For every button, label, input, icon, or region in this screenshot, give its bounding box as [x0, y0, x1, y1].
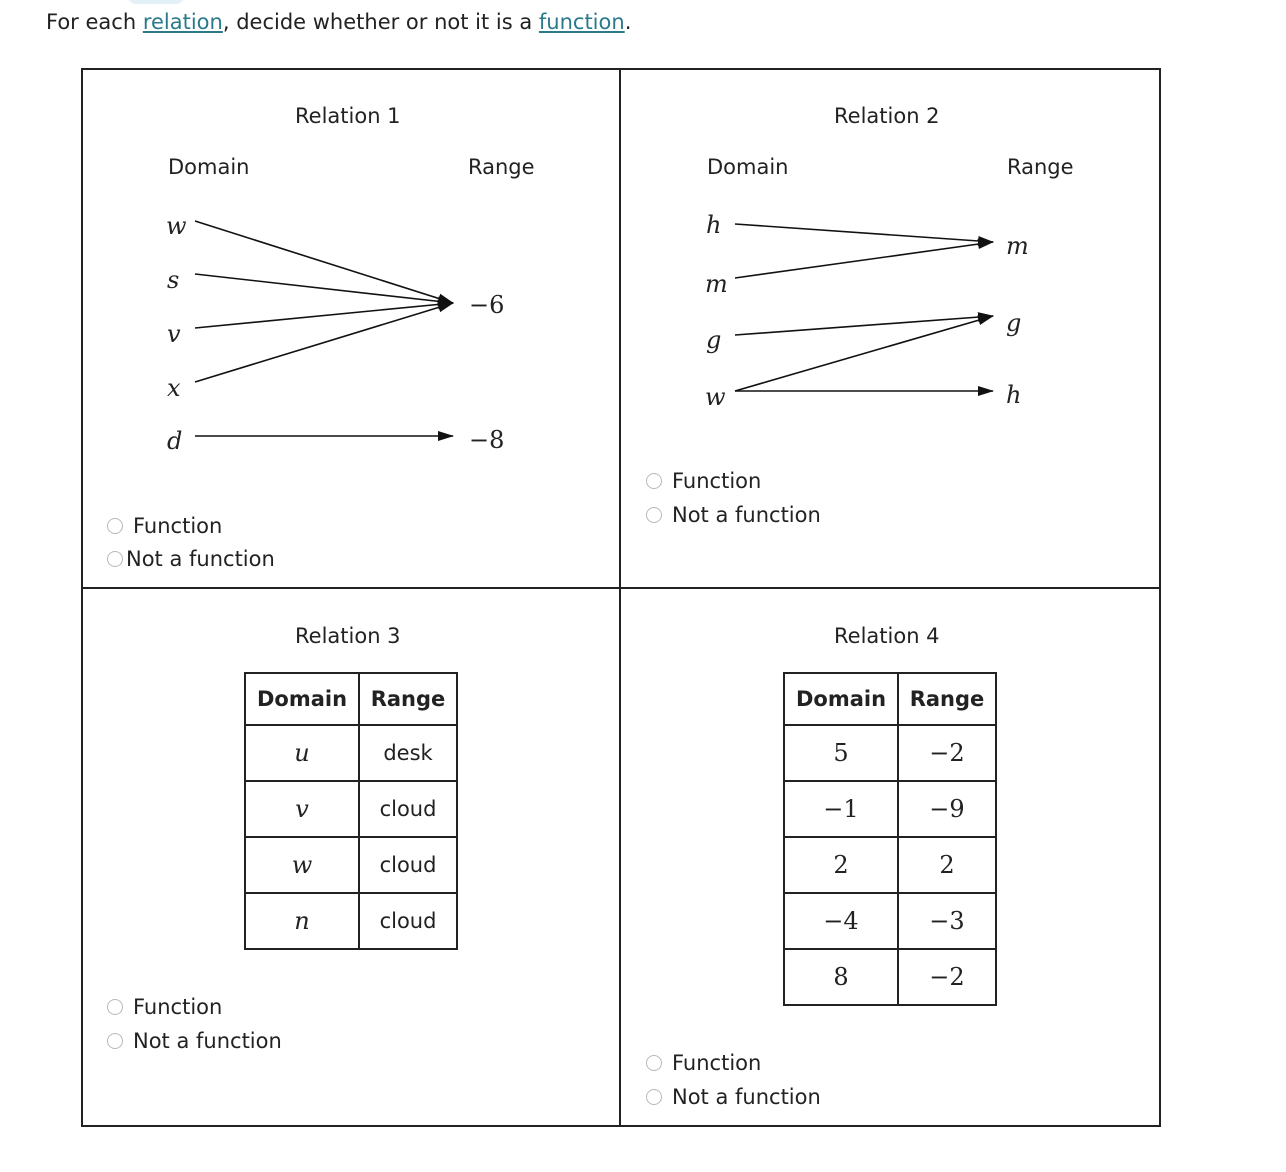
relation-3-title: Relation 3: [295, 624, 401, 648]
radio-button[interactable]: [646, 1089, 662, 1105]
relation-2-domain-item: g: [706, 326, 722, 354]
relation-2-option-not-function[interactable]: Not a function: [646, 503, 821, 527]
table-cell: cloud: [359, 781, 457, 837]
table-cell: −4: [784, 893, 898, 949]
table-cell: cloud: [359, 893, 457, 949]
table-cell: 2: [784, 837, 898, 893]
table-cell: w: [245, 837, 359, 893]
radio-button[interactable]: [107, 551, 123, 567]
table-cell: −2: [898, 725, 996, 781]
table-cell: cloud: [359, 837, 457, 893]
table-cell: −9: [898, 781, 996, 837]
relation-1-option-function[interactable]: Function: [107, 514, 222, 538]
mapping-arrow: [735, 316, 993, 391]
radio-button[interactable]: [646, 1055, 662, 1071]
relation-1-domain-item: s: [167, 266, 180, 294]
table-header: Domain: [245, 673, 359, 725]
table-row: [784, 837, 996, 893]
relation-4-option-function[interactable]: Function: [646, 1051, 761, 1075]
table-row: [784, 781, 996, 837]
relation-2-range-item: g: [1006, 309, 1022, 337]
relation-2-domain-item: h: [706, 211, 722, 239]
table-cell: 2: [898, 837, 996, 893]
relation-2-domain-item: m: [705, 270, 728, 298]
table-cell: −2: [898, 949, 996, 1005]
radio-button[interactable]: [107, 999, 123, 1015]
table-cell: 8: [784, 949, 898, 1005]
relation-4-title: Relation 4: [834, 624, 940, 648]
relation-1-range-header: Range: [468, 155, 535, 179]
relation-3-option-not-function[interactable]: Not a function: [107, 1029, 282, 1053]
relation-4-table: [783, 672, 997, 1006]
table-cell: −3: [898, 893, 996, 949]
table-cell: n: [245, 893, 359, 949]
radio-button[interactable]: [107, 518, 123, 534]
relation-3-option-function[interactable]: Function: [107, 995, 222, 1019]
relation-1-domain-item: v: [167, 320, 181, 348]
relation-2-domain-item: w: [705, 383, 726, 411]
table-row: [245, 893, 457, 949]
relation-1-domain-header: Domain: [168, 155, 250, 179]
relation-link[interactable]: relation: [142, 10, 223, 34]
relation-1-domain-item: w: [166, 212, 187, 240]
table-row: [784, 725, 996, 781]
mapping-arrow: [735, 224, 993, 242]
function-link[interactable]: function: [538, 10, 625, 34]
table-row: [245, 725, 457, 781]
table-row: [784, 949, 996, 1005]
relation-1-range-item: −6: [469, 291, 505, 319]
table-row: [245, 837, 457, 893]
relation-1-title: Relation 1: [295, 104, 401, 128]
table-cell: −1: [784, 781, 898, 837]
radio-button[interactable]: [646, 507, 662, 523]
mapping-arrow: [735, 242, 993, 278]
table-header: Domain: [784, 673, 898, 725]
relation-2-range-item: m: [1006, 232, 1029, 260]
relation-1-option-not-function[interactable]: Not a function: [107, 547, 275, 571]
relation-2-option-function[interactable]: Function: [646, 469, 761, 493]
relation-1-range-item: −8: [469, 426, 505, 454]
table-header: Range: [359, 673, 457, 725]
relation-1-domain-item: d: [167, 427, 183, 455]
mapping-arrow: [195, 274, 453, 303]
relation-2-domain-header: Domain: [707, 155, 789, 179]
mapping-arrow: [735, 316, 993, 335]
relation-1-domain-item: x: [167, 374, 181, 402]
table-cell: 5: [784, 725, 898, 781]
relation-4-option-not-function[interactable]: Not a function: [646, 1085, 821, 1109]
table-cell: v: [245, 781, 359, 837]
relation-2-range-header: Range: [1007, 155, 1074, 179]
relation-3-table: [244, 672, 458, 950]
instructions: For each relation, decide whether or not it is a function.: [46, 10, 632, 34]
table-cell: desk: [359, 725, 457, 781]
table-row: [784, 893, 996, 949]
table-header: Range: [898, 673, 996, 725]
table-cell: u: [245, 725, 359, 781]
relation-2-title: Relation 2: [834, 104, 940, 128]
radio-button[interactable]: [107, 1033, 123, 1049]
mapping-arrow: [195, 221, 453, 303]
radio-button[interactable]: [646, 473, 662, 489]
relation-2-range-item: h: [1006, 381, 1022, 409]
table-row: [245, 781, 457, 837]
